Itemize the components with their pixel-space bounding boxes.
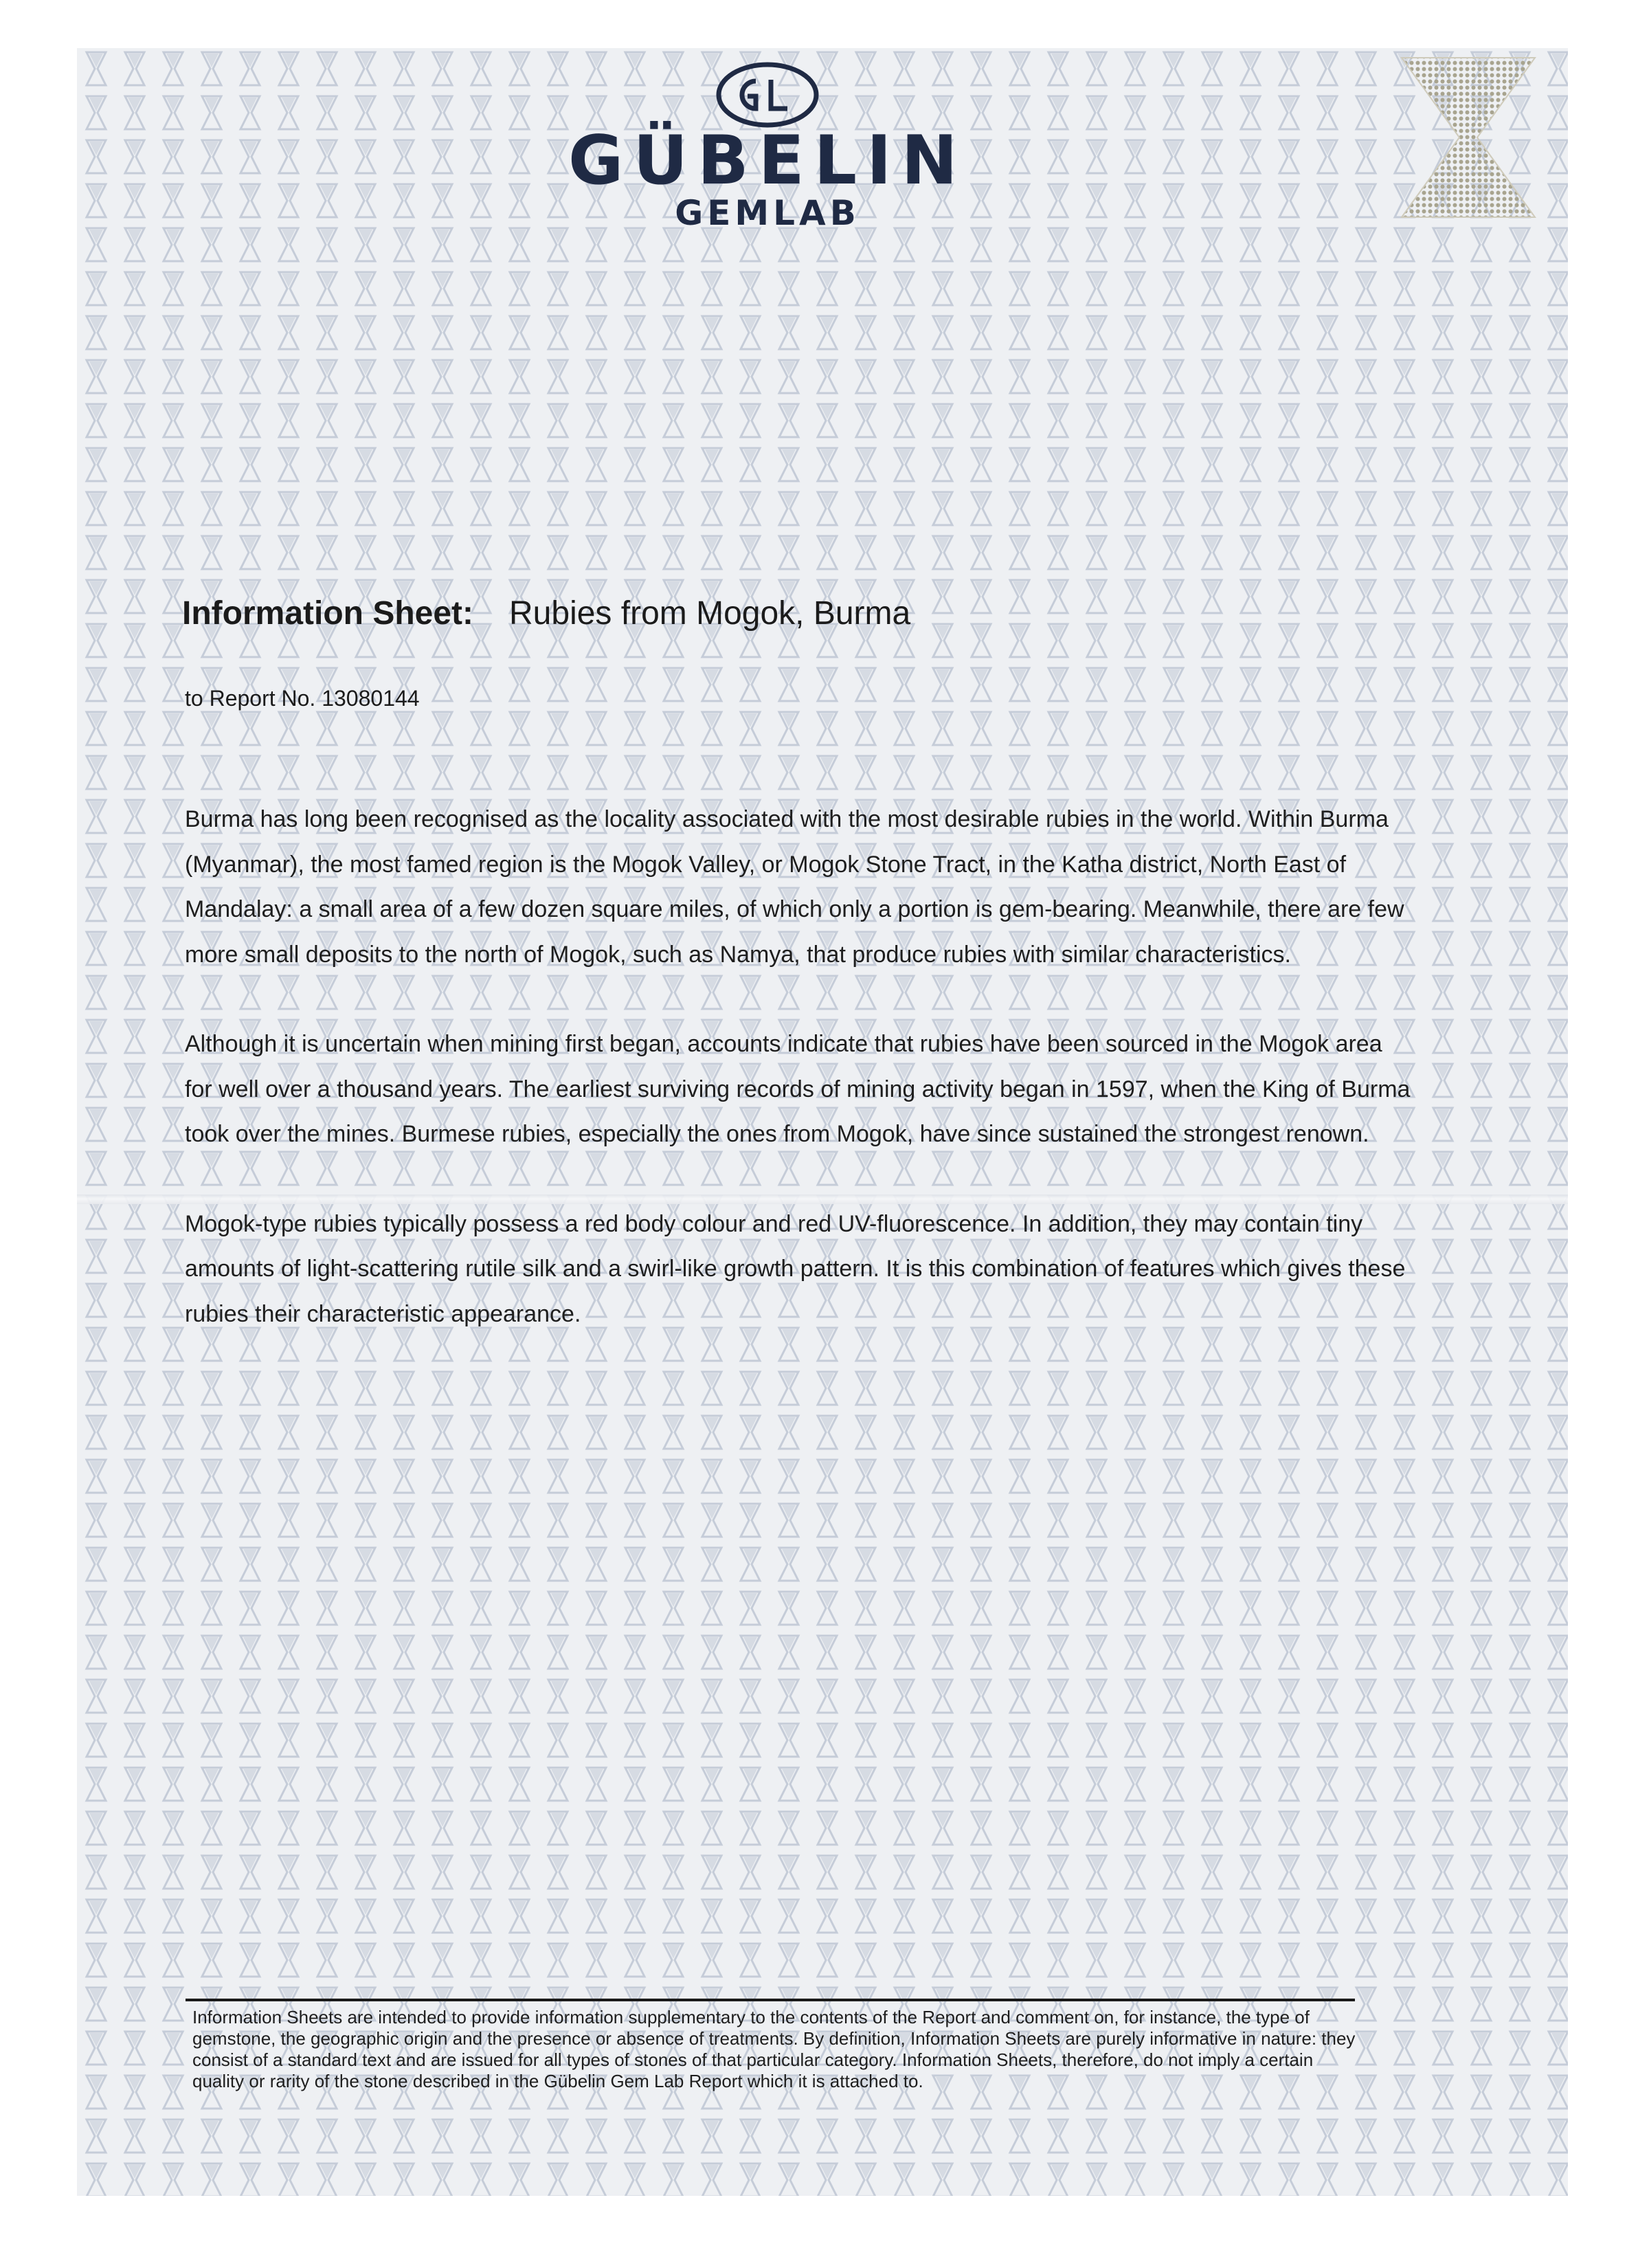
brand-subname: GEMLAB <box>675 193 860 233</box>
brand-name: GÜBELIN <box>568 122 967 200</box>
title-label: Information Sheet: <box>182 595 474 632</box>
footnote-divider <box>186 1999 1355 2001</box>
footnote-disclaimer: Information Sheets are intended to provide information supplementary to the contents of the Report and comment on, for instance, the type of gemstone, the geographic origin and the presence or absence of treatments. By definition, Information Sheets are purely informative in nature: they consist of a standard text and are issued for all types of stones of that particular category. Information Sheets, therefore, do not imply a certain quality or rarity of the stone described in the Gübelin Gem Lab Report which it is attached to. <box>192 2007 1356 2091</box>
body-text <box>185 797 1415 1381</box>
title-value: Rubies from Mogok, Burma <box>509 595 911 632</box>
page-title <box>182 594 910 632</box>
gubelin-monogram-icon <box>716 62 819 128</box>
brand-header <box>77 55 1568 247</box>
certificate-sheet <box>77 48 1568 2196</box>
paragraph: Mogok-type rubies typically possess a red body colour and red UV-fluorescence. In addition, they may contain tiny amounts of light-scattering rutile silk and a swirl-like growth pattern. It is this combination of features which gives these rubies their characteristic appearance. <box>185 1210 1406 1327</box>
report-reference: to Report No. 13080144 <box>185 686 420 711</box>
paragraph: Although it is uncertain when mining first began, accounts indicate that rubies have been sourced in the Mogok area for well over a thousand years. The earliest surviving records of mining activity began in 1597, when the King of Burma took over the mines. Burmese rubies, especially the ones from Mogok, have since sustained the strongest renown. <box>185 1031 1411 1147</box>
hourglass-hologram-icon <box>1396 54 1540 222</box>
paragraph: Burma has long been recognised as the locality associated with the most desirable rubies in the world. Within Burma (Myanmar), the most famed region is the Mogok Valley, or Mogok Stone Tract, in the Katha district, North East of Mandalay: a small area of a few dozen square miles, of which only a portion is gem-bearing. Meanwhile, there are few more small deposits to the north of Mogok, such as Namya, that produce rubies with similar characteristics. <box>185 806 1404 968</box>
